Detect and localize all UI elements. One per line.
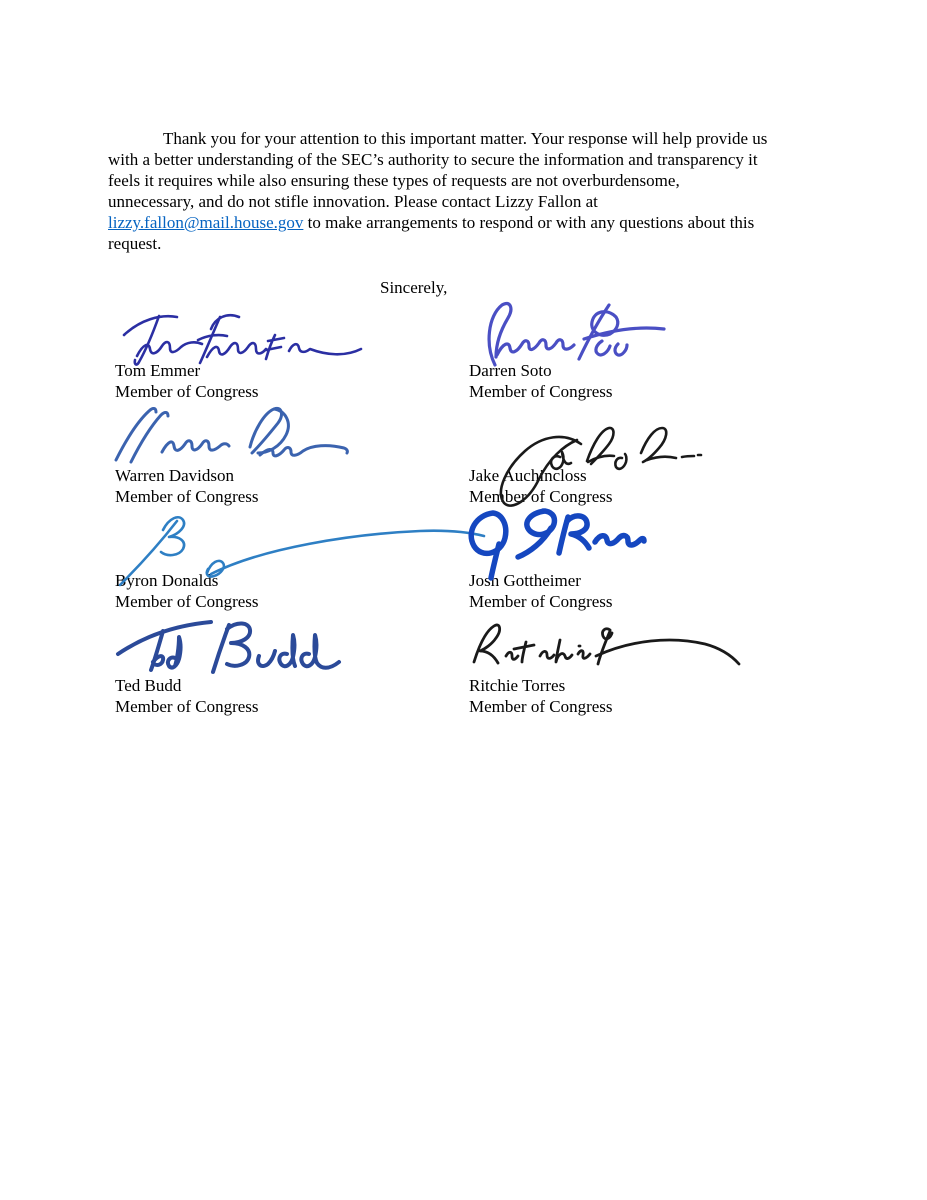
signature-ink [116, 408, 347, 462]
signatory-title: Member of Congress [469, 382, 613, 401]
paragraph-line: with a better understanding of the SEC’s authority to secure the information and transparency it [108, 150, 758, 169]
closing-paragraph [108, 128, 822, 254]
signatory-name: Ted Budd [115, 676, 182, 695]
signature-ritchie-torres [464, 617, 744, 673]
signature-warren-davidson [110, 403, 355, 473]
paragraph-line-text: to make arrangements to respond or with any questions about this [303, 213, 755, 232]
signatory-title: Member of Congress [115, 697, 259, 716]
signatory-title: Member of Congress [469, 592, 613, 611]
paragraph-line: unnecessary, and do not stifle innovation. Please contact Lizzy Fallon at [108, 192, 598, 211]
signatory-block [115, 675, 259, 717]
email-link[interactable]: lizzy.fallon@mail.house.gov [108, 213, 304, 232]
signatory-name: Jake Auchincloss [469, 466, 587, 485]
signatory-name: Tom Emmer [115, 361, 201, 380]
signatory-title: Member of Congress [115, 487, 259, 506]
signature-jake-auchincloss [462, 416, 702, 511]
signature-darren-soto [466, 300, 671, 370]
signatory-name: Warren Davidson [115, 466, 235, 485]
signatory-title: Member of Congress [469, 487, 613, 506]
signature-ink [471, 511, 644, 578]
signatory-title: Member of Congress [115, 382, 259, 401]
signature-ted-budd [112, 613, 340, 677]
signatory-title: Member of Congress [115, 592, 259, 611]
signatory-name: Josh Gottheimer [469, 571, 581, 590]
paragraph-line: feels it requires while also ensuring these types of requests are not overburdensome, [108, 171, 680, 190]
signature-byron-donalds [112, 508, 492, 586]
signature-josh-gottheimer [458, 500, 648, 580]
paragraph-line: Thank you for your attention to this important matter. Your response will help provide us [163, 129, 768, 148]
paragraph-line: request. [108, 234, 162, 253]
signature-ink [489, 303, 664, 365]
signatory-title: Member of Congress [469, 697, 613, 716]
signature-tom-emmer [114, 308, 366, 368]
paragraph-line [108, 212, 822, 233]
salutation: Sincerely, [380, 278, 448, 297]
signature-ink [474, 625, 739, 664]
signature-ink [124, 315, 361, 364]
signatory-name: Ritchie Torres [469, 676, 566, 695]
signatory-name: Darren Soto [469, 361, 552, 380]
signatory-block [469, 675, 613, 717]
signature-ink [118, 622, 339, 672]
signature-ink [501, 428, 701, 506]
signature-ink [120, 517, 484, 585]
signatory-name: Byron Donalds [115, 571, 219, 590]
